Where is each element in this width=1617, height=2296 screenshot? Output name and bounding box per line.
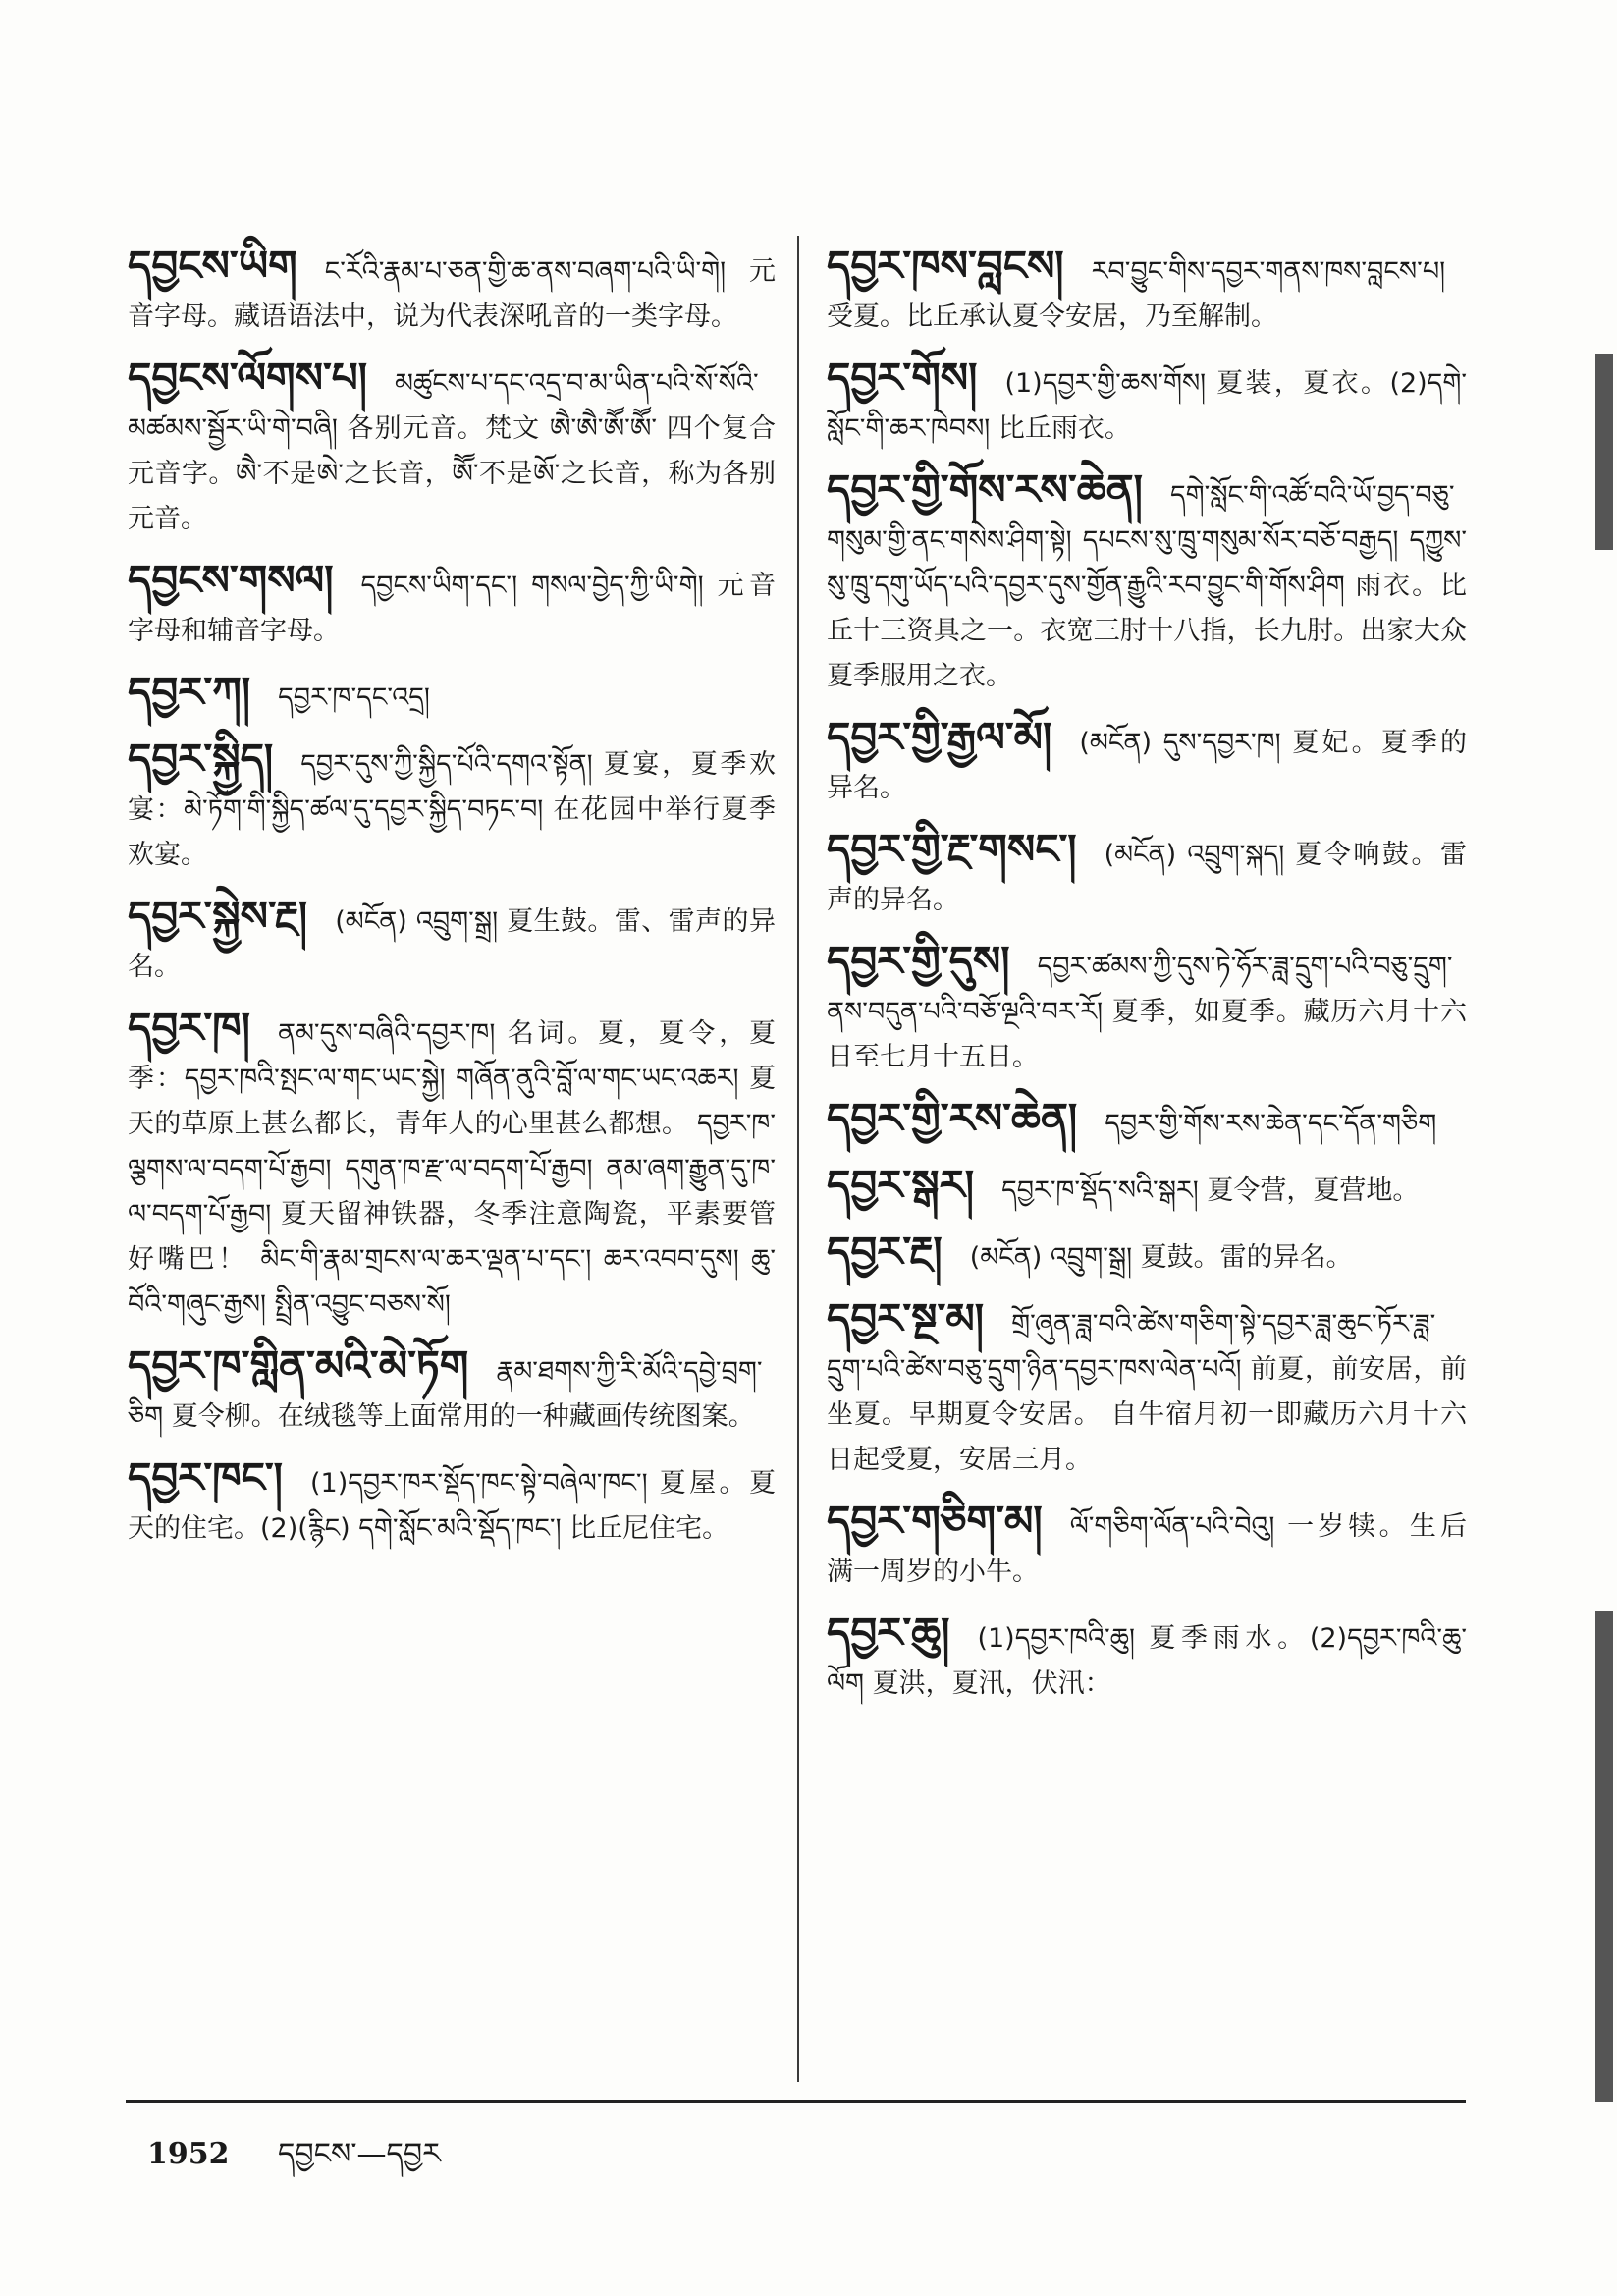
definition: དབྱར་ཚམས་ཀྱི་དུས་ཏེ་ཧོར་ཟླ་དྲུག་པའི་བཅུ་དྲུག་ནས་བདུན་པའི་བཅོ་ལྔའི་བར་རོ། 夏季，如夏季。藏历六月十六日至七月十五日。 bbox=[827, 952, 1467, 1072]
definition: དབྱར་ཁ་སྡོད་སའི་སྒར། 夏令营，夏营地。 bbox=[1001, 1175, 1420, 1206]
headword: དབྱངས་ལོགས་པ། bbox=[128, 354, 368, 402]
headword: དབྱངས་གསལ། bbox=[128, 556, 334, 604]
headword: དབྱར་ཆུ། bbox=[827, 1609, 950, 1657]
headword: དབྱར་ཁ། bbox=[128, 1004, 250, 1052]
dictionary-entry bbox=[827, 1499, 1467, 1595]
definition: ནམ་དུས་བཞིའི་དབྱར་ཁ། 名词。夏，夏令，夏季：དབྱར་ཁའི་སྤང་ལ་གང་ཡང་སྐྱེ། གཞོན་ནུའི་བློ་ལ་གང་ཡང་འཆར། 夏天的草原上甚么都长，青年人的心里甚么都想。 དབྱར་ཁ་ལྕགས་ལ་བདག་པོ་རྒྱབ། དགུན་ཁ་རྫ་ལ་བདག་པོ་རྒྱབ། ནམ་ཞག་རྒྱུན་དུ་ཁ་ལ་བདག་པོ་རྒྱབ། 夏天留神铁器，冬季注意陶瓷，平素要管好嘴巴！ མིང་གི་རྣམ་གྲངས་ལ་ཆར་ལྡན་པ་དང་། ཆར་འབབ་དུས། ཆུ་བོའི་གཞུང་རྒྱས། སྤྲིན་འབྱུང་བཅས་སོ། bbox=[128, 1018, 776, 1320]
dictionary-entry bbox=[827, 1230, 1467, 1281]
definition: (མངོན) དུས་དབྱར་ཁ། 夏妃。夏季的异名。 bbox=[827, 728, 1467, 803]
definition: (མངོན) འབྲུག་སྒྲ། 夏鼓。雷的异名。 bbox=[969, 1242, 1353, 1273]
dictionary-entry bbox=[128, 894, 776, 990]
headword: དབྱར་ཀ། bbox=[128, 668, 251, 716]
headword: དབྱར་གྱི་རྒྱལ་མོ། bbox=[827, 713, 1052, 761]
headword: དབྱར་གཅིག་མ། bbox=[827, 1497, 1043, 1545]
headword: དབྱར་གོས། bbox=[827, 354, 978, 402]
right-column bbox=[827, 244, 1467, 1722]
definition: (1)དབྱར་ཁའི་ཆུ། 夏季雨水。(2)དབྱར་ཁའི་ཆུ་ལོག 夏洪，夏汛，伏汛： bbox=[827, 1623, 1467, 1699]
left-column bbox=[128, 244, 776, 1567]
definition: གྲོ་ཞུན་ཟླ་བའི་ཚེས་གཅིག་སྟེ་དབྱར་ཟླ་ཆུང་ཏོར་ཟླ་དྲུག་པའི་ཚེས་བཅུ་དྲུག་ཉིན་དབྱར་ཁས་ལེན་པའོ། 前夏，前安居，前坐夏。早期夏令安居。 自牛宿月初一即藏历六月十六日起受夏，安居三月。 bbox=[827, 1309, 1467, 1475]
definition: མཚུངས་པ་དང་འདྲ་བ་མ་ཡིན་པའི་སོ་སོའི་མཚམས་སྦྱོར་ཡི་གེ་བཞི། 各别元音。梵文 ཨཻ་ཨཻ་ཨཽ་ཨཽ་ 四个复合元音字。ཨཻ་不是ཨེ་之长音，ཨཽ་不是ཨོ་之长音，称为各别元音。 bbox=[128, 368, 776, 534]
page-range: དབྱངས་—དབྱར bbox=[278, 2137, 441, 2171]
dictionary-entry bbox=[128, 558, 776, 654]
definition: དབྱར་ཁ་དང་འདྲ། bbox=[278, 683, 430, 713]
headword: དབྱར་ཁ་གླིན་མའི་མེ་ཏོག bbox=[128, 1341, 469, 1390]
dictionary-entry bbox=[827, 355, 1467, 452]
headword: དབྱར་གྱི་གོས་རས་ཆེན། bbox=[827, 465, 1143, 514]
dictionary-entry bbox=[128, 737, 776, 878]
dictionary-entry bbox=[827, 827, 1467, 923]
definition: ང་རོའི་རྣམ་པ་ཅན་གྱི་ཆ་ནས་བཞག་པའི་ཡི་གེ། 元音字母。藏语语法中，说为代表深吼音的一类字母。 bbox=[128, 256, 776, 332]
scan-edge-marks bbox=[1588, 0, 1617, 2296]
dictionary-entry bbox=[128, 355, 776, 542]
headword: དབྱར་སྐྱིད། bbox=[128, 735, 274, 783]
page-footer bbox=[147, 2121, 441, 2204]
definition: ལོ་གཅིག་ལོན་པའི་བེའུ། 一岁犊。生后满一周岁的小牛。 bbox=[827, 1511, 1467, 1587]
dictionary-entry bbox=[827, 467, 1467, 699]
footer-rule bbox=[126, 2100, 1466, 2103]
dictionary-entry bbox=[827, 1296, 1467, 1483]
headword: དབྱར་ཁས་བླངས། bbox=[827, 242, 1064, 290]
definition: དབྱར་དུས་ཀྱི་སྐྱིད་པོའི་དགའ་སྟོན། 夏宴，夏季欢宴：མེ་ཏོག་གི་སྐྱིད་ཚལ་དུ་དབྱར་སྐྱིད་བཏང་བ། 在花园中举行夏季欢宴。 bbox=[128, 749, 776, 870]
headword: དབྱར་སྒར། bbox=[827, 1161, 975, 1209]
headword: དབྱར་སྔ་མ། bbox=[827, 1294, 985, 1342]
dictionary-entry bbox=[827, 244, 1467, 340]
dictionary-entry bbox=[128, 670, 776, 721]
dictionary-entry bbox=[128, 244, 776, 340]
dictionary-entry bbox=[827, 1163, 1467, 1214]
headword: དབྱར་རྔ། bbox=[827, 1228, 943, 1276]
dictionary-entry bbox=[128, 1455, 776, 1552]
dictionary-entry bbox=[827, 1611, 1467, 1707]
definition: (1)དབྱར་ཁར་སྡོད་ཁང་སྟེ་བཞེལ་ཁང་། 夏屋。夏天的住宅。(2)(རྙིང) དགེ་སློང་མའི་སྡོད་ཁང་། 比丘尼住宅。 bbox=[128, 1468, 776, 1544]
headword: དབྱར་གྱི་རྔ་གསང་། bbox=[827, 825, 1077, 873]
definition: དབྱར་གྱི་གོས་རས་ཆེན་དང་དོན་གཅིག bbox=[1105, 1109, 1437, 1139]
definition: དགེ་སློང་གི་འཚོ་བའི་ཡོ་བྱད་བཅུ་གསུམ་གྱི་ནང་གསེས་ཤིག་སྟེ། དཔངས་སུ་ཁྲུ་གསུམ་སོར་བཅོ་བརྒྱད། དཀྱུས་སུ་ཁྲུ་དགུ་ཡོད་པའི་དབྱར་དུས་གྱོན་རྒྱུའི་རབ་བྱུང་གི་གོས་ཤིག 雨衣。比丘十三资具之一。衣宽三肘十八指，长九肘。出家大众夏季服用之衣。 bbox=[827, 480, 1467, 691]
dictionary-entry bbox=[827, 715, 1467, 811]
dictionary-entry bbox=[128, 1343, 776, 1440]
definition: (མངོན) འབྲུག་སྐད། 夏令响鼓。雷声的异名。 bbox=[827, 840, 1467, 915]
page-number: 1952 bbox=[147, 2137, 230, 2171]
definition: (1)དབྱར་གྱི་ཆས་གོས། 夏装，夏衣。(2)དགེ་སློང་གི་ཆར་ཁེབས། 比丘雨衣。 bbox=[827, 368, 1467, 444]
dictionary-entry bbox=[827, 939, 1467, 1080]
headword: དབྱར་གྱི་དུས། bbox=[827, 937, 1010, 985]
headword: དབྱར་ཁང་། bbox=[128, 1453, 284, 1502]
dictionary-entry bbox=[128, 1006, 776, 1328]
definition: རབ་བྱུང་གིས་དབྱར་གནས་ཁས་བླངས་པ། 受夏。比丘承认夏令安居，乃至解制。 bbox=[827, 256, 1446, 332]
dictionary-entry bbox=[827, 1096, 1467, 1147]
definition: (མངོན) འབྲུག་སྒྲ། 夏生鼓。雷、雷声的异名。 bbox=[128, 906, 776, 982]
headword: དབྱངས་ཡིག bbox=[128, 242, 297, 290]
column-divider bbox=[797, 236, 799, 2082]
definition: རྣམ་ཐགས་ཀྱི་རི་མོའི་དབྱེ་བྲག་ཅིག 夏令柳。在绒毯等上面常用的一种藏画传统图案。 bbox=[128, 1356, 763, 1432]
headword: དབྱར་གྱི་རས་ཆེན། bbox=[827, 1094, 1078, 1142]
headword: དབྱར་སྐྱེས་རྔ། bbox=[128, 892, 308, 940]
definition: དབྱངས་ཡིག་དང་། གསལ་བྱེད་ཀྱི་ཡི་གེ། 元音字母和辅音字母。 bbox=[128, 571, 776, 646]
